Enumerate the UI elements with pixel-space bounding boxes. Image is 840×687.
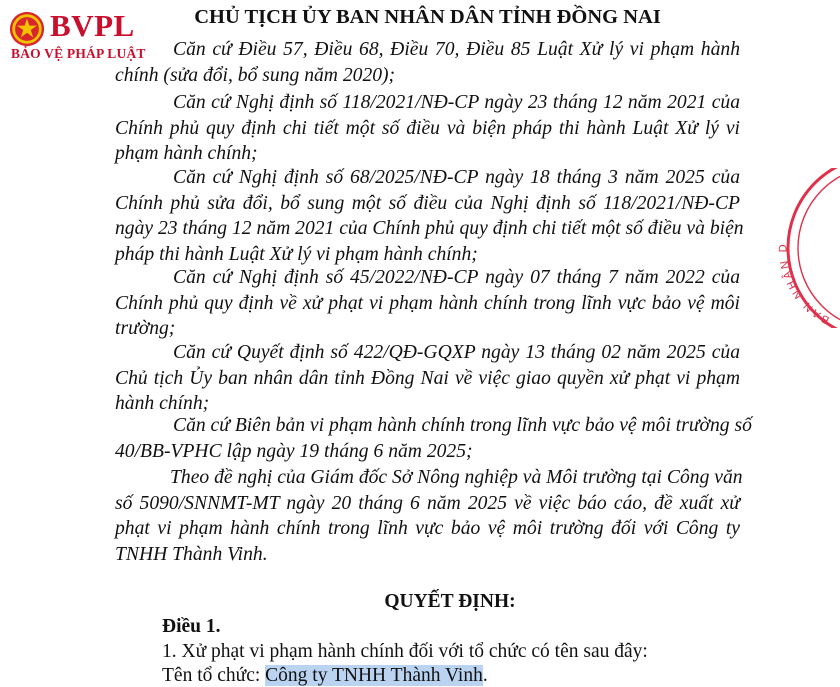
red-seal-stamp	[770, 168, 840, 328]
preamble-line: hành chính;	[115, 393, 210, 414]
preamble-paragraph	[115, 340, 740, 417]
seal-text: BAN NHÂN D	[777, 241, 832, 326]
preamble-line: Căn cứ Quyết định số 422/QĐ-GQXP ngày 13 tháng 02 năm 2025 của	[173, 342, 740, 363]
preamble-line: chính (sửa đổi, bổ sung năm 2020);	[115, 64, 396, 86]
preamble-line: phạm hành chính;	[115, 143, 258, 164]
preamble-paragraph	[115, 165, 744, 267]
organization-label: Tên tổ chức:	[162, 665, 266, 686]
article-item: 1. Xử phạt vi phạm hành chính đối với tổ chức có tên sau đây:	[162, 641, 648, 662]
preamble-line: Chủ tịch Ủy ban nhân dân tỉnh Đồng Nai về việc giao quyền xử phạt vi phạm	[115, 367, 740, 389]
decision-title: QUYẾT ĐỊNH:	[384, 591, 516, 612]
preamble-line: ngày 23 tháng 12 năm 2021 của Chính phủ quy định chi tiết một số điều và biện	[115, 218, 744, 239]
preamble-line: TNHH Thành Vinh.	[115, 543, 268, 565]
logo-brand: BVPL	[50, 8, 135, 43]
preamble-line: Chính phủ quy định về xử phạt vi phạm hành chính trong lĩnh vực bảo vệ môi	[115, 292, 740, 314]
preamble-line: Căn cứ Điều 57, Điều 68, Điều 70, Điều 85 Luật Xử lý vi phạm hành	[173, 39, 740, 60]
preamble-line: số 5090/SNNMT-MT ngày 20 tháng 6 năm 2025 về việc báo cáo, đề xuất xử	[115, 492, 740, 514]
logo-tagline: BẢO VỆ PHÁP LUẬT	[11, 46, 146, 61]
preamble-line: Căn cứ Nghị định số 45/2022/NĐ-CP ngày 07 tháng 7 năm 2022 của	[173, 267, 740, 288]
preamble-line: phạt vi phạm hành chính trong lĩnh vực bảo vệ môi trường đối với Công ty	[115, 518, 740, 539]
preamble-line: Căn cứ Biên bản vi phạm hành chính trong lĩnh vực bảo vệ môi trường số	[173, 415, 752, 436]
preamble-line: pháp thi hành Luật Xử lý vi phạm hành chính;	[115, 243, 478, 265]
organization-name-highlight[interactable]: Công ty TNHH Thành Vinh	[265, 665, 483, 686]
organization-suffix: .	[482, 665, 488, 686]
article-heading: Điều 1.	[162, 616, 221, 637]
preamble-paragraph	[115, 90, 740, 167]
preamble-line: 40/BB-VPHC lập ngày 19 tháng 6 năm 2025;	[115, 440, 473, 462]
document-heading: CHỦ TỊCH ỦY BAN NHÂN DÂN TỈNH ĐỒNG NAI	[194, 6, 661, 28]
preamble-line: Theo đề nghị của Giám đốc Sở Nông nghiệp và Môi trường tại Công văn	[170, 467, 743, 488]
preamble-paragraph	[115, 465, 743, 567]
preamble-line: Chính phủ sửa đổi, bổ sung một số điều của Nghị định số 118/2021/NĐ-CP	[115, 192, 740, 214]
preamble-line: Chính phủ quy định chi tiết một số điều và biện pháp thi hành Luật Xử lý vi	[115, 117, 740, 139]
svg-text:BAN NHÂN D	[777, 242, 831, 326]
preamble-paragraph	[115, 37, 740, 88]
organization-line	[162, 665, 488, 687]
preamble-paragraph	[115, 413, 752, 464]
preamble-line: Căn cứ Nghị định số 68/2025/NĐ-CP ngày 18 tháng 3 năm 2025 của	[173, 167, 740, 188]
preamble-line: trường;	[115, 318, 176, 339]
preamble-paragraph	[115, 265, 740, 342]
preamble-line: Căn cứ Nghị định số 118/2021/NĐ-CP ngày 23 tháng 12 năm 2021 của	[173, 92, 740, 113]
